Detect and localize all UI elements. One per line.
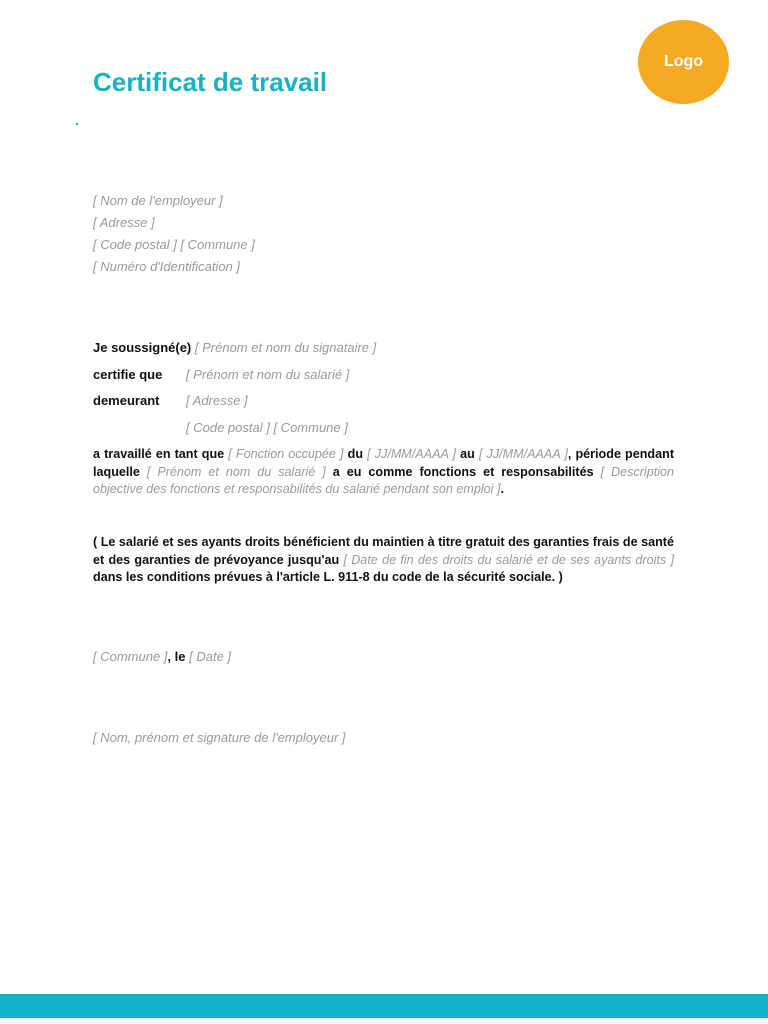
employment-date-to: [ JJ/MM/AAAA ] [478,447,568,461]
employer-postal-commune [93,237,255,253]
place-date-separator: , le [167,649,186,664]
employment-paragraph [93,446,674,499]
employment-function: [ Fonction occupée ] [228,447,344,461]
employee-value: [ Prénom et nom du salarié ] [186,367,350,382]
signatory-line [93,340,376,356]
residence-address: [ Adresse ] [186,393,248,408]
signatory-label: Je soussigné(e) [93,340,192,355]
place-date-line [93,649,231,665]
employer-postal-code: [ Code postal ] [93,237,177,252]
employment-text-3: au [460,447,475,461]
employer-name: [ Nom de l'employeur ] [93,193,223,208]
employment-employee-name: [ Prénom et nom du salarié ] [146,464,326,479]
residence-label: demeurant [93,393,160,408]
residence-postal-code: [ Code postal ] [186,420,270,435]
benefits-end-date: [ Date de fin des droits du salarié et de ses ayants droits ] [343,552,674,567]
employee-label: certifie que [93,367,163,382]
employment-text-5: a eu comme fonctions et responsabilités [332,464,594,479]
employment-date-from: [ JJ/MM/AAAA ] [367,447,457,461]
place-date-value: [ Date ] [189,649,232,664]
employer-id-number: [ Numéro d'Identification ] [93,259,240,274]
signatory-value: [ Prénom et nom du signataire ] [194,340,377,355]
residence-postal-commune [186,420,348,436]
employment-text-6: . [500,482,504,496]
employment-text-2: du [347,447,364,461]
footer-bar [0,994,768,1018]
employee-line [93,367,349,383]
decorative-dot [76,123,78,125]
employment-description: [ Description objective des fonctions et responsabilités du salarié pendant son emploi ] [93,464,675,496]
residence-commune: [ Commune ] [273,420,348,435]
employment-text-1: a travaillé en tant que [93,447,225,461]
benefits-text-1: ( Le salarié et ses ayants droits bénéficient du maintien à titre gratuit des garanties frais de santé et des garanties de prévoyance jusqu'au [93,535,674,567]
document-title: Certificat de travail [93,67,328,97]
logo-placeholder: Logo [638,20,729,104]
benefits-text-2: dans les conditions prévues à l'article L. 911-8 du code de la sécurité sociale. ) [93,570,563,584]
place-commune: [ Commune ] [93,649,168,664]
residence-line [93,393,248,409]
employer-address: [ Adresse ] [93,215,155,230]
benefits-paragraph [93,534,674,587]
employer-signature: [ Nom, prénom et signature de l'employeur ] [93,730,346,745]
employment-text-4: , période pendant laquelle [93,447,675,479]
employer-commune: [ Commune ] [180,237,255,252]
